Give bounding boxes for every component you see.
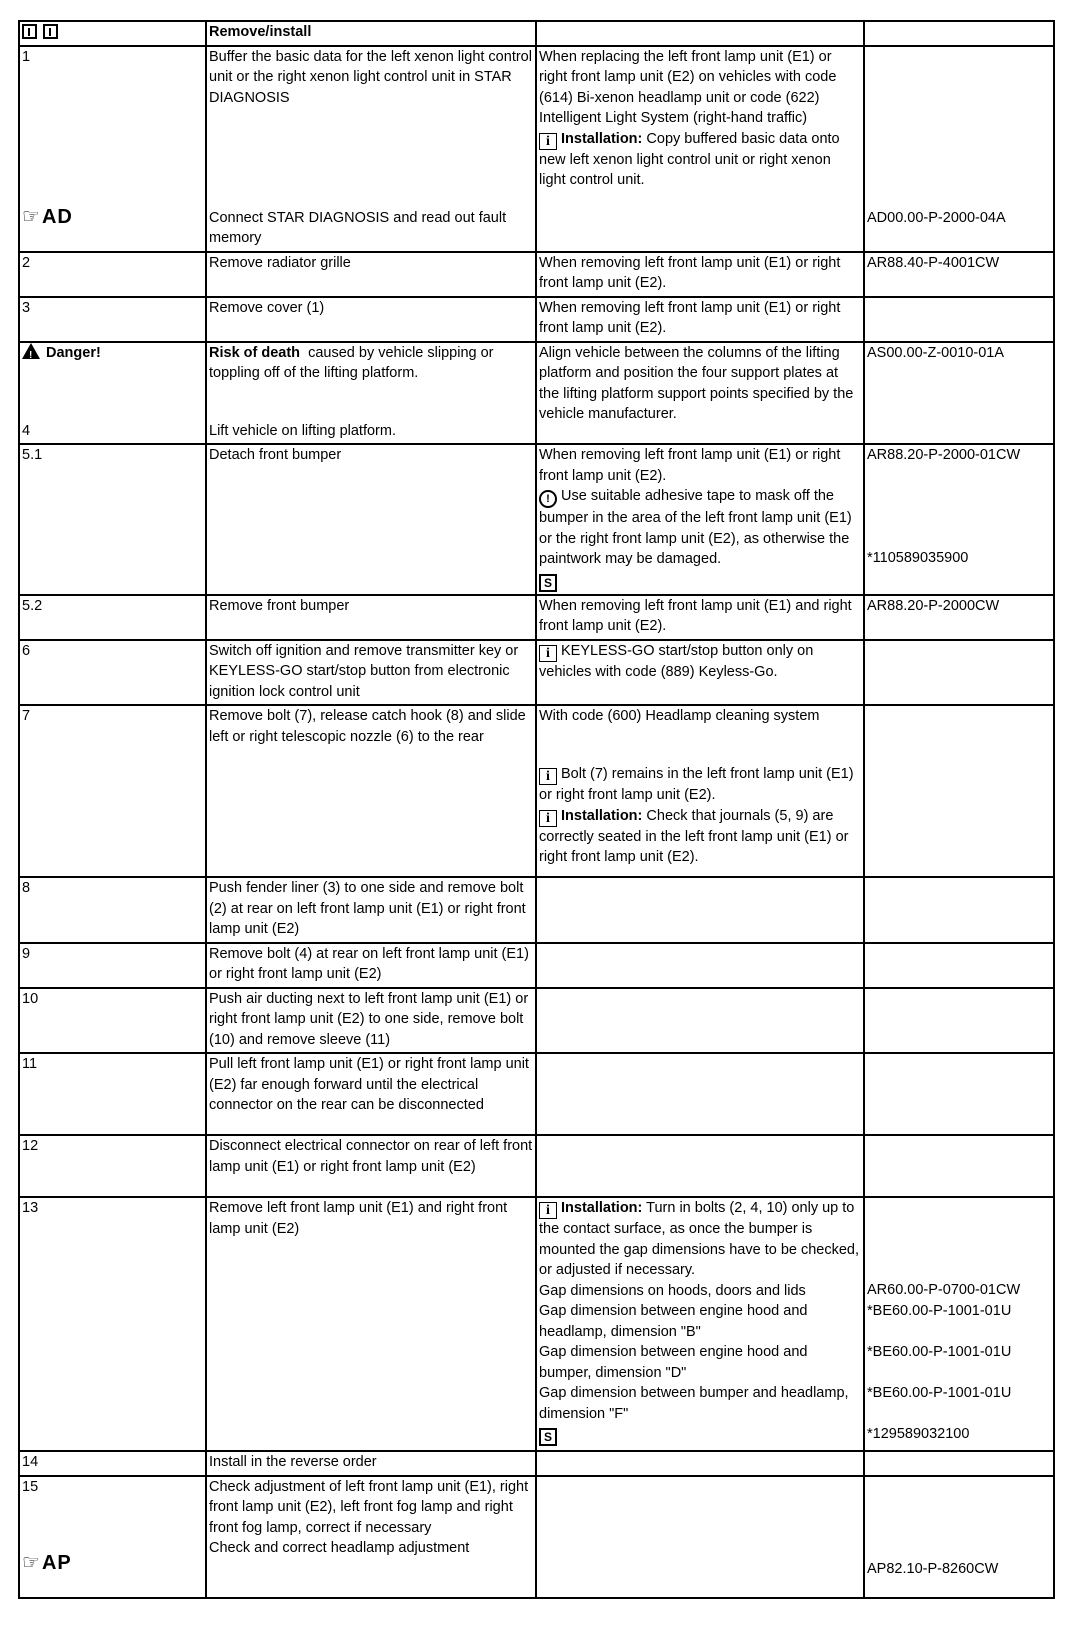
table-row xyxy=(19,1053,1054,1135)
step-number: 14 xyxy=(19,1451,206,1476)
ref-text: AS00.00-Z-0010-01A xyxy=(864,342,1054,445)
note-info: i Bolt (7) remains in the left front lamp unit (E1) or right front lamp unit (E2). xyxy=(539,766,854,803)
table-row xyxy=(19,1135,1054,1197)
ref-text: AD00.00-P-2000-04A xyxy=(867,209,1006,226)
note-cell xyxy=(536,444,864,595)
ref-text: *BE60.00-P-1001-01U xyxy=(867,1343,1012,1360)
table-row xyxy=(19,877,1054,943)
action-text: Check adjustment of left front lamp unit (E1), right front lamp unit (E2), left front fog lamp and right front fog lamp, correct if necessary xyxy=(209,1478,529,1536)
action-text: Remove front bumper xyxy=(206,595,536,640)
info-icon: i xyxy=(539,768,557,785)
action-text: Buffer the basic data for the left xenon light control unit or the right xenon light control unit in STAR DIAGNOSIS xyxy=(209,48,532,106)
table-row xyxy=(19,342,1054,445)
hand-ad-icon: ☞ AD xyxy=(22,205,73,228)
note-text: When removing left front lamp unit (E1) or right front lamp unit (E2). xyxy=(536,297,864,342)
note-cell xyxy=(536,988,864,1054)
info-icon: i xyxy=(539,133,557,150)
action-text: Remove bolt (7), release catch hook (8) and slide left or right telescopic nozzle (6) to the rear xyxy=(206,705,536,877)
gap-line: Gap dimensions on hoods, doors and lids xyxy=(539,1282,806,1299)
ref-cell xyxy=(864,1135,1054,1197)
ref-text: *BE60.00-P-1001-01U xyxy=(867,1384,1012,1401)
note-cell xyxy=(536,1053,864,1135)
table-row xyxy=(19,595,1054,640)
ref-text xyxy=(864,297,1054,342)
action-text: Install in the reverse order xyxy=(206,1451,536,1476)
step-number: 1 xyxy=(22,48,31,65)
note-installation: i Installation: Copy buffered basic data onto new left xenon light control unit or right xenon light control unit. xyxy=(539,130,840,188)
action-text-lower: Lift vehicle on lifting platform. xyxy=(209,422,396,439)
table-row xyxy=(19,640,1054,706)
note-installation: i Installation: Turn in bolts (2, 4, 10) only up to the contact surface, as once the bumper is mounted the gap dimensions have to be checked, or adjusted if necessary. xyxy=(539,1200,860,1278)
ref-cell xyxy=(864,1197,1054,1451)
action-text-lower: Check and correct headlamp adjustment xyxy=(209,1540,470,1556)
table-header-row xyxy=(19,21,1054,46)
table-row xyxy=(19,46,1054,252)
step-number: 8 xyxy=(19,877,206,943)
note-text: KEYLESS-GO start/stop button only on vehicles with code (889) Keyless-Go. xyxy=(539,642,814,680)
note-cell xyxy=(536,943,864,988)
ref-cell xyxy=(864,988,1054,1054)
danger-warning: !Danger! xyxy=(22,343,203,421)
ref-cell xyxy=(864,705,1054,877)
table-row xyxy=(19,988,1054,1054)
table-row xyxy=(19,252,1054,297)
note-cell xyxy=(536,1197,864,1451)
note-cell xyxy=(536,46,864,252)
note-text: When replacing the left front lamp unit (E1) or right front lamp unit (E2) on vehicles with code (614) Bi-xenon headlamp unit or code (622) Intelligent Light System (right-hand traffic) xyxy=(539,48,837,126)
table-row xyxy=(19,1197,1054,1451)
step-number: 4 xyxy=(22,422,31,439)
table-row xyxy=(19,943,1054,988)
note-cell xyxy=(536,1451,864,1476)
note-text: With code (600) Headlamp cleaning system xyxy=(539,708,820,724)
table-row xyxy=(19,444,1054,595)
header-icons-cell xyxy=(19,21,206,46)
gap-line: Gap dimension between bumper and headlamp, dimension "F" xyxy=(539,1385,849,1422)
ref-text: AR88.20-P-2000-01CW xyxy=(867,447,1021,463)
action-text: Remove cover (1) xyxy=(206,297,536,342)
action-text-lower: Connect STAR DIAGNOSIS and read out fault memory xyxy=(209,209,507,246)
note-installation: i Installation: Check that journals (5, 9) are correctly seated in the left front lamp unit (E1) or right front lamp unit (E2). xyxy=(539,807,849,865)
action-cell xyxy=(206,46,536,252)
header-empty-cell xyxy=(536,21,864,46)
special-tool-icon: S xyxy=(539,574,557,592)
table-row xyxy=(19,297,1054,342)
gap-line: Gap dimension between engine hood and headlamp, dimension "B" xyxy=(539,1303,808,1340)
note-cell xyxy=(536,705,864,877)
note-text: Align vehicle between the columns of the lifting platform and position the four support plates at the lifting platform support points specified by the vehicle manufacturer. xyxy=(536,342,864,445)
table-row xyxy=(19,705,1054,877)
procedure-table xyxy=(18,20,1055,1599)
step-number: 11 xyxy=(19,1053,206,1135)
caution-icon: ! xyxy=(539,490,557,508)
note-cell xyxy=(536,1135,864,1197)
ref-cell xyxy=(864,1053,1054,1135)
step-cell xyxy=(19,342,206,445)
ref-text: AR88.40-P-4001CW xyxy=(864,252,1054,297)
ref-cell xyxy=(864,46,1054,252)
warning-icon xyxy=(22,343,40,359)
note-cell xyxy=(536,1476,864,1598)
note-cell xyxy=(536,640,864,706)
ref-cell xyxy=(864,444,1054,595)
step-number: 2 xyxy=(19,252,206,297)
note-text: When removing left front lamp unit (E1) or right front lamp unit (E2). xyxy=(539,447,841,484)
table-row xyxy=(19,1476,1054,1598)
step-number: 6 xyxy=(19,640,206,706)
action-text: Detach front bumper xyxy=(206,444,536,595)
action-text: Remove left front lamp unit (E1) and right front lamp unit (E2) xyxy=(206,1197,536,1451)
step-number: 10 xyxy=(19,988,206,1054)
ref-text: *BE60.00-P-1001-01U xyxy=(867,1302,1012,1319)
ref-cell xyxy=(864,1451,1054,1476)
action-cell xyxy=(206,1476,536,1598)
action-text: Push air ducting next to left front lamp unit (E1) or right front lamp unit (E2) to one side, remove bolt (10) and remove sleeve (11) xyxy=(206,988,536,1054)
ref-cell xyxy=(864,1476,1054,1598)
step-cell xyxy=(19,46,206,252)
ref-text: *129589032100 xyxy=(867,1425,970,1442)
step-number: 13 xyxy=(19,1197,206,1451)
ref-text: AR60.00-P-0700-01CW xyxy=(867,1282,1021,1298)
step-number: 12 xyxy=(19,1135,206,1197)
hand-ap-icon: ☞ AP xyxy=(22,1551,72,1574)
action-cell xyxy=(206,342,536,445)
ref-cell xyxy=(864,943,1054,988)
header-title: Remove/install xyxy=(206,21,536,46)
action-text: Push fender liner (3) to one side and remove bolt (2) at rear on left front lamp unit (E1) or right front lamp unit (E2) xyxy=(206,877,536,943)
gap-line: Gap dimension between engine hood and bumper, dimension "D" xyxy=(539,1344,808,1381)
ref-text-lower: *110589035900 xyxy=(867,550,969,566)
step-number: 3 xyxy=(19,297,206,342)
info-icon: i xyxy=(539,645,557,662)
ref-cell xyxy=(864,640,1054,706)
step-number: 9 xyxy=(19,943,206,988)
action-text: Remove bolt (4) at rear on left front lamp unit (E1) or right front lamp unit (E2) xyxy=(206,943,536,988)
note-cell xyxy=(536,877,864,943)
step-number: 5.1 xyxy=(19,444,206,595)
ref-text: AP82.10-P-8260CW xyxy=(867,1560,999,1577)
special-tool-icon: S xyxy=(539,1428,557,1446)
step-number: 7 xyxy=(19,705,206,877)
step-number: 15 xyxy=(22,1478,39,1495)
action-text: Switch off ignition and remove transmitter key or KEYLESS-GO start/stop button from electronic ignition lock control unit xyxy=(206,640,536,706)
action-text: Disconnect electrical connector on rear of left front lamp unit (E1) or right front lamp unit (E2) xyxy=(206,1135,536,1197)
ref-text: AR88.20-P-2000CW xyxy=(864,595,1054,640)
action-text: Risk of death caused by vehicle slipping or toppling off of the lifting platform. xyxy=(209,344,494,381)
note-text: When removing left front lamp unit (E1) and right front lamp unit (E2). xyxy=(536,595,864,640)
note-text: When removing left front lamp unit (E1) or right front lamp unit (E2). xyxy=(536,252,864,297)
install-icon xyxy=(43,24,58,39)
action-text: Remove radiator grille xyxy=(206,252,536,297)
info-icon: i xyxy=(539,1202,557,1219)
action-text: Pull left front lamp unit (E1) or right front lamp unit (E2) far enough forward until the electrical connector on the rear can be disconnected xyxy=(206,1053,536,1135)
info-icon: i xyxy=(539,810,557,827)
ref-cell xyxy=(864,877,1054,943)
step-number: 5.2 xyxy=(19,595,206,640)
table-row xyxy=(19,1451,1054,1476)
step-cell xyxy=(19,1476,206,1598)
note-caution: ! Use suitable adhesive tape to mask off the bumper in the area of the left front lamp unit (E1) or the right front lamp unit (E2), as otherwise the paintwork may be damaged. xyxy=(539,488,852,567)
header-empty-cell xyxy=(864,21,1054,46)
remove-icon xyxy=(22,24,37,39)
